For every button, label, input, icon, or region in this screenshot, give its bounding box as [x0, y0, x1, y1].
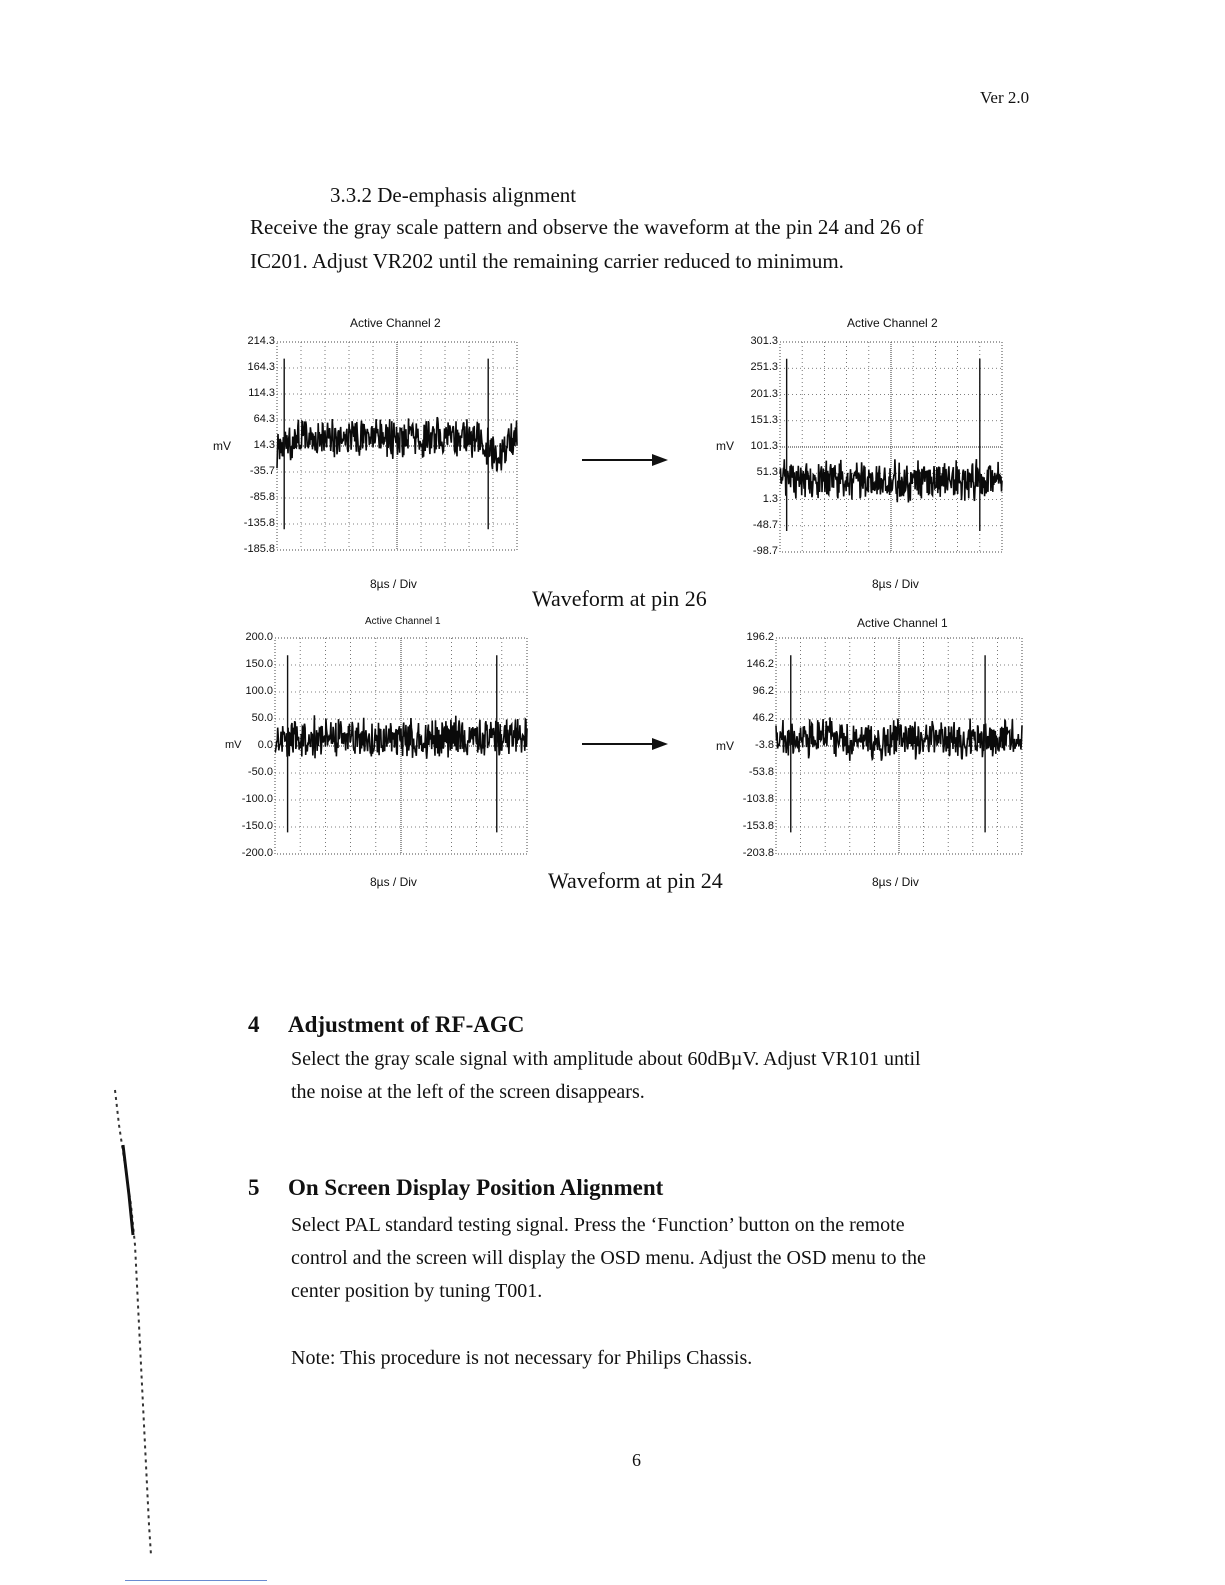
tick-label: -150.0 [241, 820, 273, 832]
scope-div-label: 8µs / Div [370, 875, 417, 889]
scope-unit: mV [225, 739, 242, 751]
section-5-number: 5 [248, 1175, 260, 1200]
scope-title: Active Channel 2 [847, 316, 938, 330]
tick-label: -153.8 [742, 820, 774, 832]
scope-pin24-after [712, 612, 1027, 897]
tick-label: 51.3 [756, 466, 778, 479]
scope-div-label: 8µs / Div [872, 875, 919, 889]
tick-label: -35.7 [249, 465, 275, 477]
section-heading-332: 3.3.2 De-emphasis alignment [330, 183, 577, 207]
version-label: Ver 2.0 [980, 88, 1030, 107]
tick-label: -100.0 [241, 793, 273, 805]
body-line: control and the screen will display the OSD menu. Adjust the OSD menu to the [291, 1247, 926, 1269]
scan-underline [125, 1580, 267, 1581]
section-4-body [291, 1043, 1021, 1109]
section-4-title: Adjustment of RF-AGC [288, 1012, 525, 1037]
tick-label: -185.8 [243, 543, 275, 555]
waveform-trace [277, 417, 517, 471]
body-line: Select PAL standard testing signal. Press the ‘Function’ button on the remote [291, 1214, 905, 1236]
tick-label: -203.8 [742, 847, 774, 859]
scope-plot [205, 312, 521, 554]
tick-label: 201.3 [750, 387, 778, 400]
body-line: Select the gray scale signal with amplitude about 60dBµV. Adjust VR101 until [291, 1048, 921, 1070]
waveform-trace [780, 459, 1002, 502]
tick-label: 214.3 [247, 335, 275, 347]
arrow-right-icon [580, 736, 672, 752]
body-line: IC201. Adjust VR202 until the remaining carrier reduced to minimum. [250, 249, 844, 273]
scope-title: Active Channel 1 [857, 616, 948, 630]
tick-label: 164.3 [247, 361, 275, 373]
tick-label: 150.0 [245, 658, 273, 670]
tick-label: 46.2 [752, 712, 774, 724]
section-5-title: On Screen Display Position Alignment [288, 1175, 664, 1200]
scope-pin26-before [205, 312, 535, 602]
tick-label: -98.7 [752, 545, 778, 557]
tick-label: 64.3 [253, 413, 275, 425]
scope-plot [215, 612, 531, 858]
tick-label: 101.3 [750, 440, 778, 452]
arrow-right-icon [580, 452, 672, 468]
tick-label: 251.3 [750, 361, 778, 374]
tick-label: -53.8 [748, 766, 774, 778]
section-4-number: 4 [248, 1012, 260, 1037]
tick-label: 96.2 [752, 685, 774, 697]
tick-label: -200.0 [241, 847, 273, 859]
tick-label: 14.3 [253, 439, 275, 451]
tick-label: -135.8 [243, 517, 275, 529]
scope-title: Active Channel 2 [350, 316, 441, 330]
tick-label: -3.8 [755, 739, 774, 751]
tick-label: -103.8 [742, 793, 774, 805]
body-line: Receive the gray scale pattern and observe the waveform at the pin 24 and 26 of [250, 215, 924, 239]
section-5-note: Note: This procedure is not necessary for Philips Chassis. [291, 1347, 753, 1369]
body-line: center position by tuning T001. [291, 1280, 543, 1302]
scan-artifact [85, 1085, 175, 1565]
tick-label: 301.3 [750, 335, 778, 347]
tick-label: 1.3 [762, 492, 778, 505]
tick-label: 151.3 [750, 413, 778, 426]
tick-label: -48.7 [752, 518, 778, 531]
scope-pin26-after [712, 312, 1012, 602]
scope-plot [712, 312, 1006, 556]
caption-pin24: Waveform at pin 24 [548, 868, 723, 893]
scope-div-label: 8µs / Div [872, 577, 919, 591]
body-line: the noise at the left of the screen disappears. [291, 1081, 645, 1103]
page-number: 6 [632, 1450, 641, 1470]
tick-label: -50.0 [247, 766, 273, 778]
tick-label: 0.0 [257, 739, 273, 751]
tick-label: 196.2 [746, 631, 774, 643]
tick-label: -85.8 [249, 491, 275, 503]
tick-label: 146.2 [746, 658, 774, 670]
tick-label: 50.0 [251, 712, 273, 724]
scope-pin24-before [215, 612, 535, 897]
scope-plot [712, 612, 1026, 858]
caption-pin26: Waveform at pin 26 [532, 586, 707, 611]
scope-unit: mV [213, 439, 231, 453]
scope-unit: mV [716, 739, 734, 753]
tick-label: 114.3 [248, 387, 275, 399]
tick-label: 200.0 [245, 631, 273, 643]
section-332-body [250, 210, 1010, 278]
section-5-body [291, 1209, 1021, 1308]
scope-title: Active Channel 1 [365, 616, 441, 627]
scope-unit: mV [716, 439, 734, 453]
scope-div-label: 8µs / Div [370, 577, 417, 591]
tick-label: 100.0 [245, 685, 273, 697]
